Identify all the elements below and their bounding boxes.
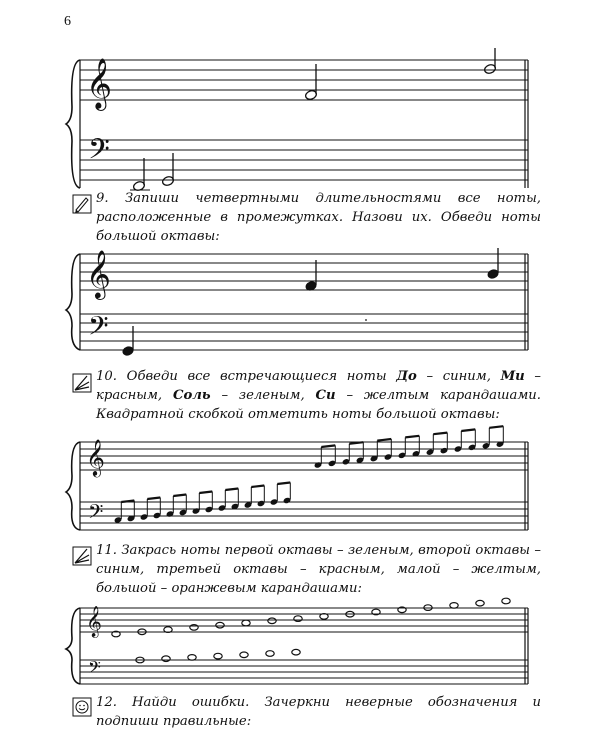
task-10-text: 10. Обведи все встречающиеся ноты До – синим, Ми – красным, Соль – зеленым, Си – желтым карандашами. Квадратной скобкой отметить ноты большой октавы: [96,369,541,422]
bass-clef-icon: 𝄢 [88,310,109,348]
eighth-note-pair [114,501,136,524]
whole-note [190,625,198,631]
eighth-note-pair [426,433,449,456]
treble-clef-icon: 𝄞 [86,58,113,109]
eighth-note-pair [244,486,266,509]
grand-staff-2 [0,246,600,356]
grand-staff-3 [0,432,600,542]
grand-staff-4 [0,602,600,692]
eighth-notes-bass [114,483,292,524]
note-half-g [483,48,496,75]
whole-note [292,649,300,655]
whole-note [476,600,484,606]
whole-note [268,618,276,624]
note-quarter-2 [487,248,499,279]
staff-brace [66,60,80,188]
pencils-icon [72,546,92,566]
task-12-text: 12. Найди ошибки. Зачеркни неверные обозначения и подпиши правильные: [96,695,541,729]
whole-note [502,598,510,604]
grand-staff-1 [0,52,600,192]
page-number: 6 [64,14,71,29]
treble-clef-icon: 𝄞 [86,438,105,476]
treble-staff-lines [80,60,528,100]
bass-clef-icon: 𝄢 [88,500,104,528]
task-9-text: 9. Запиши четвертными длительностями все ноты, расположенные в промежутках. Назови их. Обведи ноты большой октавы: [96,191,541,244]
treble-clef-icon: 𝄞 [86,249,111,298]
note-half-e [304,64,317,101]
bass-clef-icon: 𝄢 [88,133,110,173]
whole-note [214,653,222,659]
eighth-note-pair [482,426,505,449]
whole-note [294,616,302,622]
bass-clef-icon: 𝄢 [88,657,101,681]
whole-note [242,620,250,626]
eighth-note-pair [218,489,240,512]
bass-staff-lines [80,140,528,180]
whole-note [188,655,196,661]
treble-clef-icon: 𝄞 [86,606,102,637]
eighth-note-pair [166,495,188,518]
eighth-note-pair [192,492,214,515]
task-11-text: 11. Закрась ноты первой октавы – зеленым, второй октавы – синим, третьей октавы – красным, малой – желтым, большой – оранжевым карандашами: [96,543,541,596]
eighth-note-pair [342,442,365,465]
eighth-notes-treble [314,426,505,468]
smiley-icon [72,697,92,717]
note-quarter-1 [305,260,317,291]
whole-note [216,622,224,628]
whole-note [240,652,248,658]
note-half-bass-1 [132,158,145,192]
whole-note [266,651,274,657]
pencils-icon [72,373,92,393]
whole-note [162,656,170,662]
whole-note [450,603,458,609]
pencil-icon [72,194,92,214]
